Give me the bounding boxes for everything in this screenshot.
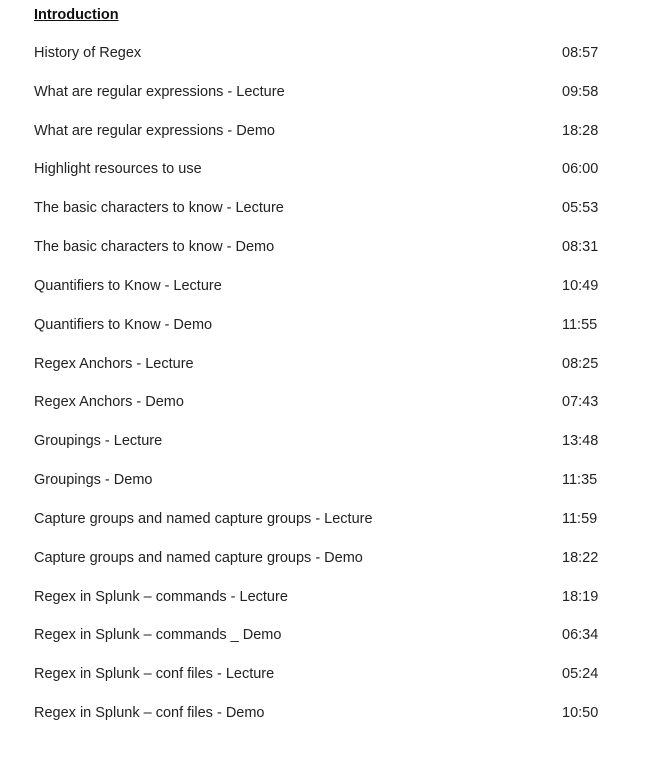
lesson-duration: 09:58 — [562, 83, 599, 100]
lesson-duration: 05:53 — [562, 200, 599, 217]
lesson-title: What are regular expressions - Lecture — [34, 83, 285, 100]
lesson-row — [34, 237, 614, 276]
lesson-title: Regex in Splunk – conf files - Demo — [34, 705, 265, 722]
lesson-row — [34, 548, 614, 587]
lesson-row — [34, 587, 614, 626]
lesson-row — [34, 431, 614, 470]
lesson-title: Regex in Splunk – conf files - Lecture — [34, 666, 275, 683]
lesson-row — [34, 82, 614, 121]
lesson-duration: 18:28 — [562, 122, 599, 139]
lesson-title: What are regular expressions - Demo — [34, 122, 275, 139]
lesson-row — [34, 703, 614, 742]
lesson-title: Capture groups and named capture groups - Demo — [34, 549, 363, 566]
lesson-duration: 07:43 — [562, 394, 599, 411]
lesson-duration: 18:19 — [562, 588, 599, 605]
lesson-row — [34, 121, 614, 160]
lesson-row — [34, 392, 614, 431]
lesson-duration: 10:49 — [562, 277, 599, 294]
lesson-duration: 11:35 — [562, 472, 598, 489]
lesson-duration: 18:22 — [562, 549, 599, 566]
lesson-row — [34, 470, 614, 509]
lesson-duration: 08:25 — [562, 355, 599, 372]
lesson-title: Groupings - Demo — [34, 472, 153, 489]
section-heading: Introduction — [34, 7, 119, 23]
lesson-title: History of Regex — [34, 45, 142, 61]
lesson-list — [34, 43, 614, 742]
lesson-duration: 06:34 — [562, 627, 599, 644]
lesson-title: The basic characters to know - Lecture — [34, 200, 284, 217]
lesson-row — [34, 664, 614, 703]
lesson-title: Regex Anchors - Lecture — [34, 355, 194, 372]
lesson-title: The basic characters to know - Demo — [34, 239, 275, 256]
lesson-title: Regex in Splunk – commands - Lecture — [34, 588, 288, 605]
lesson-title: Regex Anchors - Demo — [34, 394, 184, 411]
lesson-title: Groupings - Lecture — [34, 433, 163, 450]
lesson-row — [34, 276, 614, 315]
lesson-title: Capture groups and named capture groups - Lecture — [34, 510, 373, 527]
lesson-row — [34, 159, 614, 198]
lesson-row — [34, 198, 614, 237]
lesson-duration: 08:57 — [562, 45, 599, 61]
lesson-duration: 05:24 — [562, 666, 599, 683]
lesson-title: Highlight resources to use — [34, 161, 202, 178]
lesson-duration: 10:50 — [562, 705, 599, 722]
lesson-duration: 08:31 — [562, 239, 599, 256]
lesson-duration: 11:55 — [562, 316, 598, 333]
lesson-title: Quantifiers to Know - Lecture — [34, 277, 222, 294]
lesson-title: Quantifiers to Know - Demo — [34, 316, 213, 333]
lesson-row — [34, 43, 614, 82]
lesson-row — [34, 354, 614, 393]
lesson-row — [34, 625, 614, 664]
lesson-duration: 11:59 — [562, 510, 598, 527]
lesson-title: Regex in Splunk – commands _ Demo — [34, 627, 282, 644]
lesson-duration: 13:48 — [562, 433, 599, 450]
lesson-row — [34, 509, 614, 548]
lesson-duration: 06:00 — [562, 161, 599, 178]
lesson-row — [34, 315, 614, 354]
